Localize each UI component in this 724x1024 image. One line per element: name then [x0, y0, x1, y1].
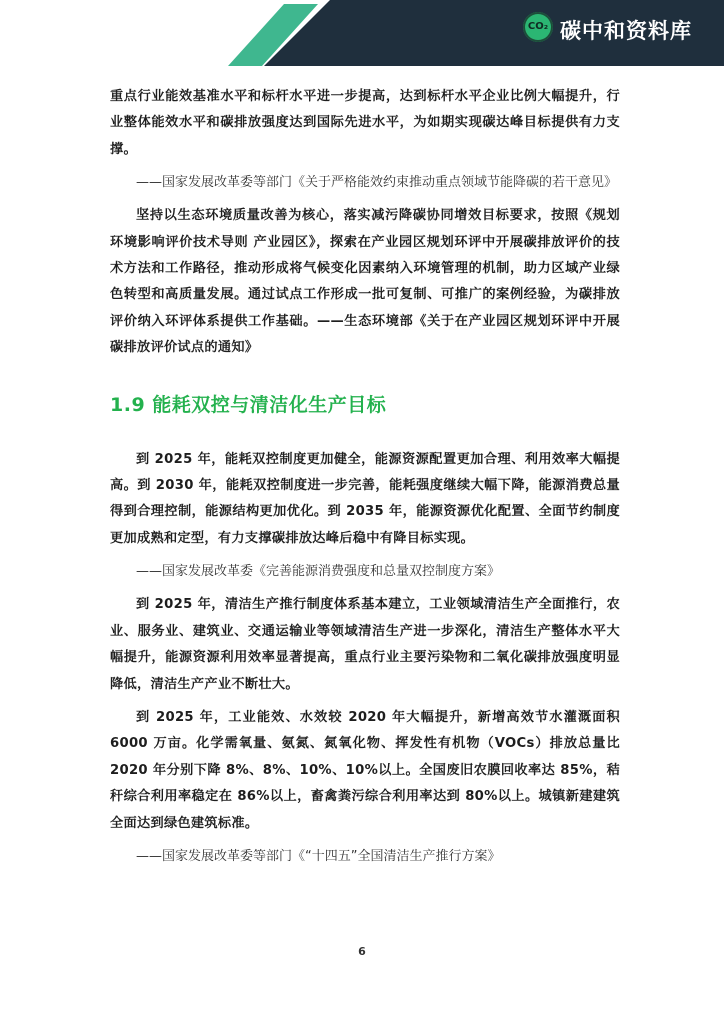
brand-title: 碳中和资料库 [560, 19, 692, 43]
paragraph-energy-efficiency-continued: 重点行业能效基准水平和标杆水平进一步提高，达到标杆水平企业比例大幅提升，行业整体能效水平和碳排放强度达到国际先进水平，为如期实现碳达峰目标提供有力支撑。 [110, 89, 620, 157]
paragraph-park-carbon-assessment: 坚持以生态环境质量改善为核心，落实减污降碳协同增效目标要求，按照《规划环境影响评价技术导则 产业园区》，探索在产业园区规划环评中开展碳排放评价的技术方法和工作路径，推动形成将气候变化因素纳入环境管理的机制，助力区域产业绿色转型和高质量发展。通过试点工作形成一批可复制、可推广的案例经验，为碳排放评价纳入环评体系提供工作基础。——生态环境部《关于在产业园区规划环评中开展碳排放评价试点的通知》 [110, 208, 620, 356]
paragraph-clean-production-system: 到 2025 年，清洁生产推行制度体系基本建立，工业领域清洁生产全面推行，农业、服务业、建筑业、交通运输业等领域清洁生产进一步深化，清洁生产整体水平大幅提升，能源资源利用效率显著提高，重点行业主要污染物和二氧化碳排放强度明显降低，清洁生产产业不断壮大。 [110, 597, 620, 692]
co2-logo-icon: CO₂ [523, 12, 553, 42]
page-number: 6 [358, 945, 366, 958]
source-citation-ndrc-energy: ——国家发展改革委等部门《关于严格能效约束推动重点领域节能降碳的若干意见》 [136, 175, 618, 191]
paragraph-clean-production-metrics: 到 2025 年，工业能效、水效较 2020 年大幅提升，新增高效节水灌溉面积 6000 万亩。化学需氧量、氨氮、氮氧化物、挥发性有机物（VOCs）排放总量比 2020 年分别下降 8%、8%、10%、10%以上。全国废旧农膜回收率达 85%，秸秆综合利用率稳定在 86%以上，畜禽粪污综合利用率达到 80%以上。城镇新建建筑全面达到绿色建筑标准。 [110, 709, 620, 831]
document-body [110, 84, 620, 870]
source-citation-ndrc-clean-production: ——国家发展改革委等部门《“十四五”全国清洁生产推行方案》 [136, 848, 501, 864]
header-banner [0, 0, 724, 66]
paragraph-dual-control-targets: 到 2025 年，能耗双控制度更加健全，能源资源配置更加合理、利用效率大幅提高。到 2030 年，能耗双控制度进一步完善，能耗强度继续大幅下降，能源消费总量得到合理控制，能源结构更加优化。到 2035 年，能源资源优化配置、全面节约制度更加成熟和定型，有力支撑碳排放达峰后稳中有降目标实现。 [110, 451, 620, 546]
section-heading: 1.9 能耗双控与清洁化生产目标 [110, 393, 387, 416]
source-citation-ndrc-dual-control: ——国家发展改革委《完善能源消费强度和总量双控制度方案》 [136, 564, 501, 580]
